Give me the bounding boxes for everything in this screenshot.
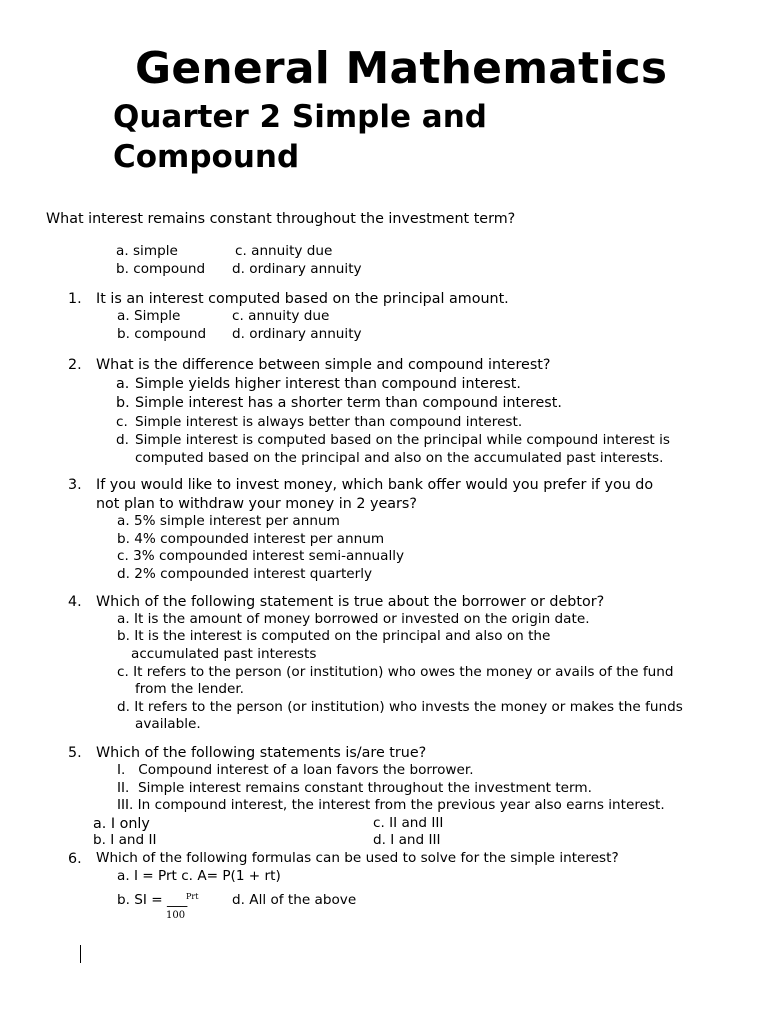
intro-option-b: b. compound <box>116 261 206 277</box>
question-3-option-a: a. 5% simple interest per annum <box>117 513 340 529</box>
question-6-option-b-numerator: Prt <box>186 892 199 901</box>
question-1-text: It is an interest computed based on the principal amount. <box>96 291 509 307</box>
question-5-option-b: b. I and II <box>93 832 157 848</box>
question-5-option-d: d. I and III <box>373 832 441 848</box>
question-4-option-b-line1: b. It is the interest is computed on the principal and also on the <box>117 628 551 644</box>
question-4-option-d-line1: d. It refers to the person (or institution) who invests the money or makes the funds <box>117 699 683 715</box>
question-4-option-b-line2: accumulated past interests <box>131 646 317 662</box>
question-5-option-a: a. I only <box>93 816 150 832</box>
question-3-option-c: c. 3% compounded interest semi-annually <box>117 548 405 564</box>
question-5-statement-2: II. Simple interest remains constant throughout the investment term. <box>117 780 592 796</box>
question-2-option-a-letter: a. <box>116 376 130 392</box>
question-4-option-c-line1: c. It refers to the person (or institution) who owes the money or avails of the fund <box>117 664 674 680</box>
question-1-option-c: c. annuity due <box>232 308 330 324</box>
question-3-text-line2: not plan to withdraw your money in 2 years? <box>96 496 417 512</box>
question-6-text: Which of the following formulas can be used to solve for the simple interest? <box>96 850 619 866</box>
document-subtitle-line1: Quarter 2 Simple and <box>113 99 487 135</box>
question-2-option-a: Simple yields higher interest than compound interest. <box>135 376 521 392</box>
question-1-option-d: d. ordinary annuity <box>232 326 362 342</box>
question-4-option-a: a. It is the amount of money borrowed or invested on the origin date. <box>117 611 590 627</box>
question-3-number: 3. <box>68 477 82 493</box>
question-4-option-d-line2: available. <box>135 716 201 732</box>
question-4-text: Which of the following statement is true about the borrower or debtor? <box>96 594 605 610</box>
question-3-text-line1: If you would like to invest money, which bank offer would you prefer if you do <box>96 477 654 493</box>
intro-option-d: d. ordinary annuity <box>232 261 362 277</box>
question-2-text: What is the difference between simple and compound interest? <box>96 357 551 373</box>
question-6-option-b-denominator: 100 <box>166 910 186 921</box>
question-5-statement-1: I. Compound interest of a loan favors the borrower. <box>117 762 474 778</box>
question-6-option-d: d. All of the above <box>232 892 357 908</box>
question-6-option-a-c: a. I = Prt c. A= P(1 + rt) <box>117 868 281 884</box>
question-5-text: Which of the following statements is/are true? <box>96 745 427 761</box>
document-subtitle-line2: Compound <box>113 139 300 175</box>
question-5-option-c: c. II and III <box>373 815 444 831</box>
question-1-number: 1. <box>68 291 82 307</box>
question-2-option-d-letter: d. <box>116 432 129 448</box>
question-3-option-d: d. 2% compounded interest quarterly <box>117 566 373 582</box>
question-3-option-b: b. 4% compounded interest per annum <box>117 531 385 547</box>
question-6-option-b-prefix: b. SI = ___ <box>117 892 188 908</box>
question-4-number: 4. <box>68 594 82 610</box>
question-1-option-b: b. compound <box>117 326 207 342</box>
question-2-option-d-line2: computed based on the principal and also on the accumulated past interests. <box>135 450 664 466</box>
text-cursor <box>80 945 81 963</box>
question-2-option-b: Simple interest has a shorter term than compound interest. <box>135 395 562 411</box>
intro-question: What interest remains constant throughout the investment term? <box>46 211 516 227</box>
question-2-option-b-letter: b. <box>116 395 130 411</box>
intro-option-a: a. simple <box>116 243 178 259</box>
document-title: General Mathematics <box>135 43 668 94</box>
question-2-option-c-letter: c. <box>116 414 128 430</box>
question-2-option-d-line1: Simple interest is computed based on the principal while compound interest is <box>135 432 670 448</box>
intro-option-c: c. annuity due <box>235 243 333 259</box>
question-2-option-c: Simple interest is always better than compound interest. <box>135 414 523 430</box>
question-5-number: 5. <box>68 745 82 761</box>
question-4-option-c-line2: from the lender. <box>135 681 244 697</box>
question-6-number: 6. <box>68 851 82 867</box>
question-5-statement-3: III. In compound interest, the interest from the previous year also earns interest. <box>117 797 665 813</box>
question-1-option-a: a. Simple <box>117 308 181 324</box>
question-2-number: 2. <box>68 357 82 373</box>
